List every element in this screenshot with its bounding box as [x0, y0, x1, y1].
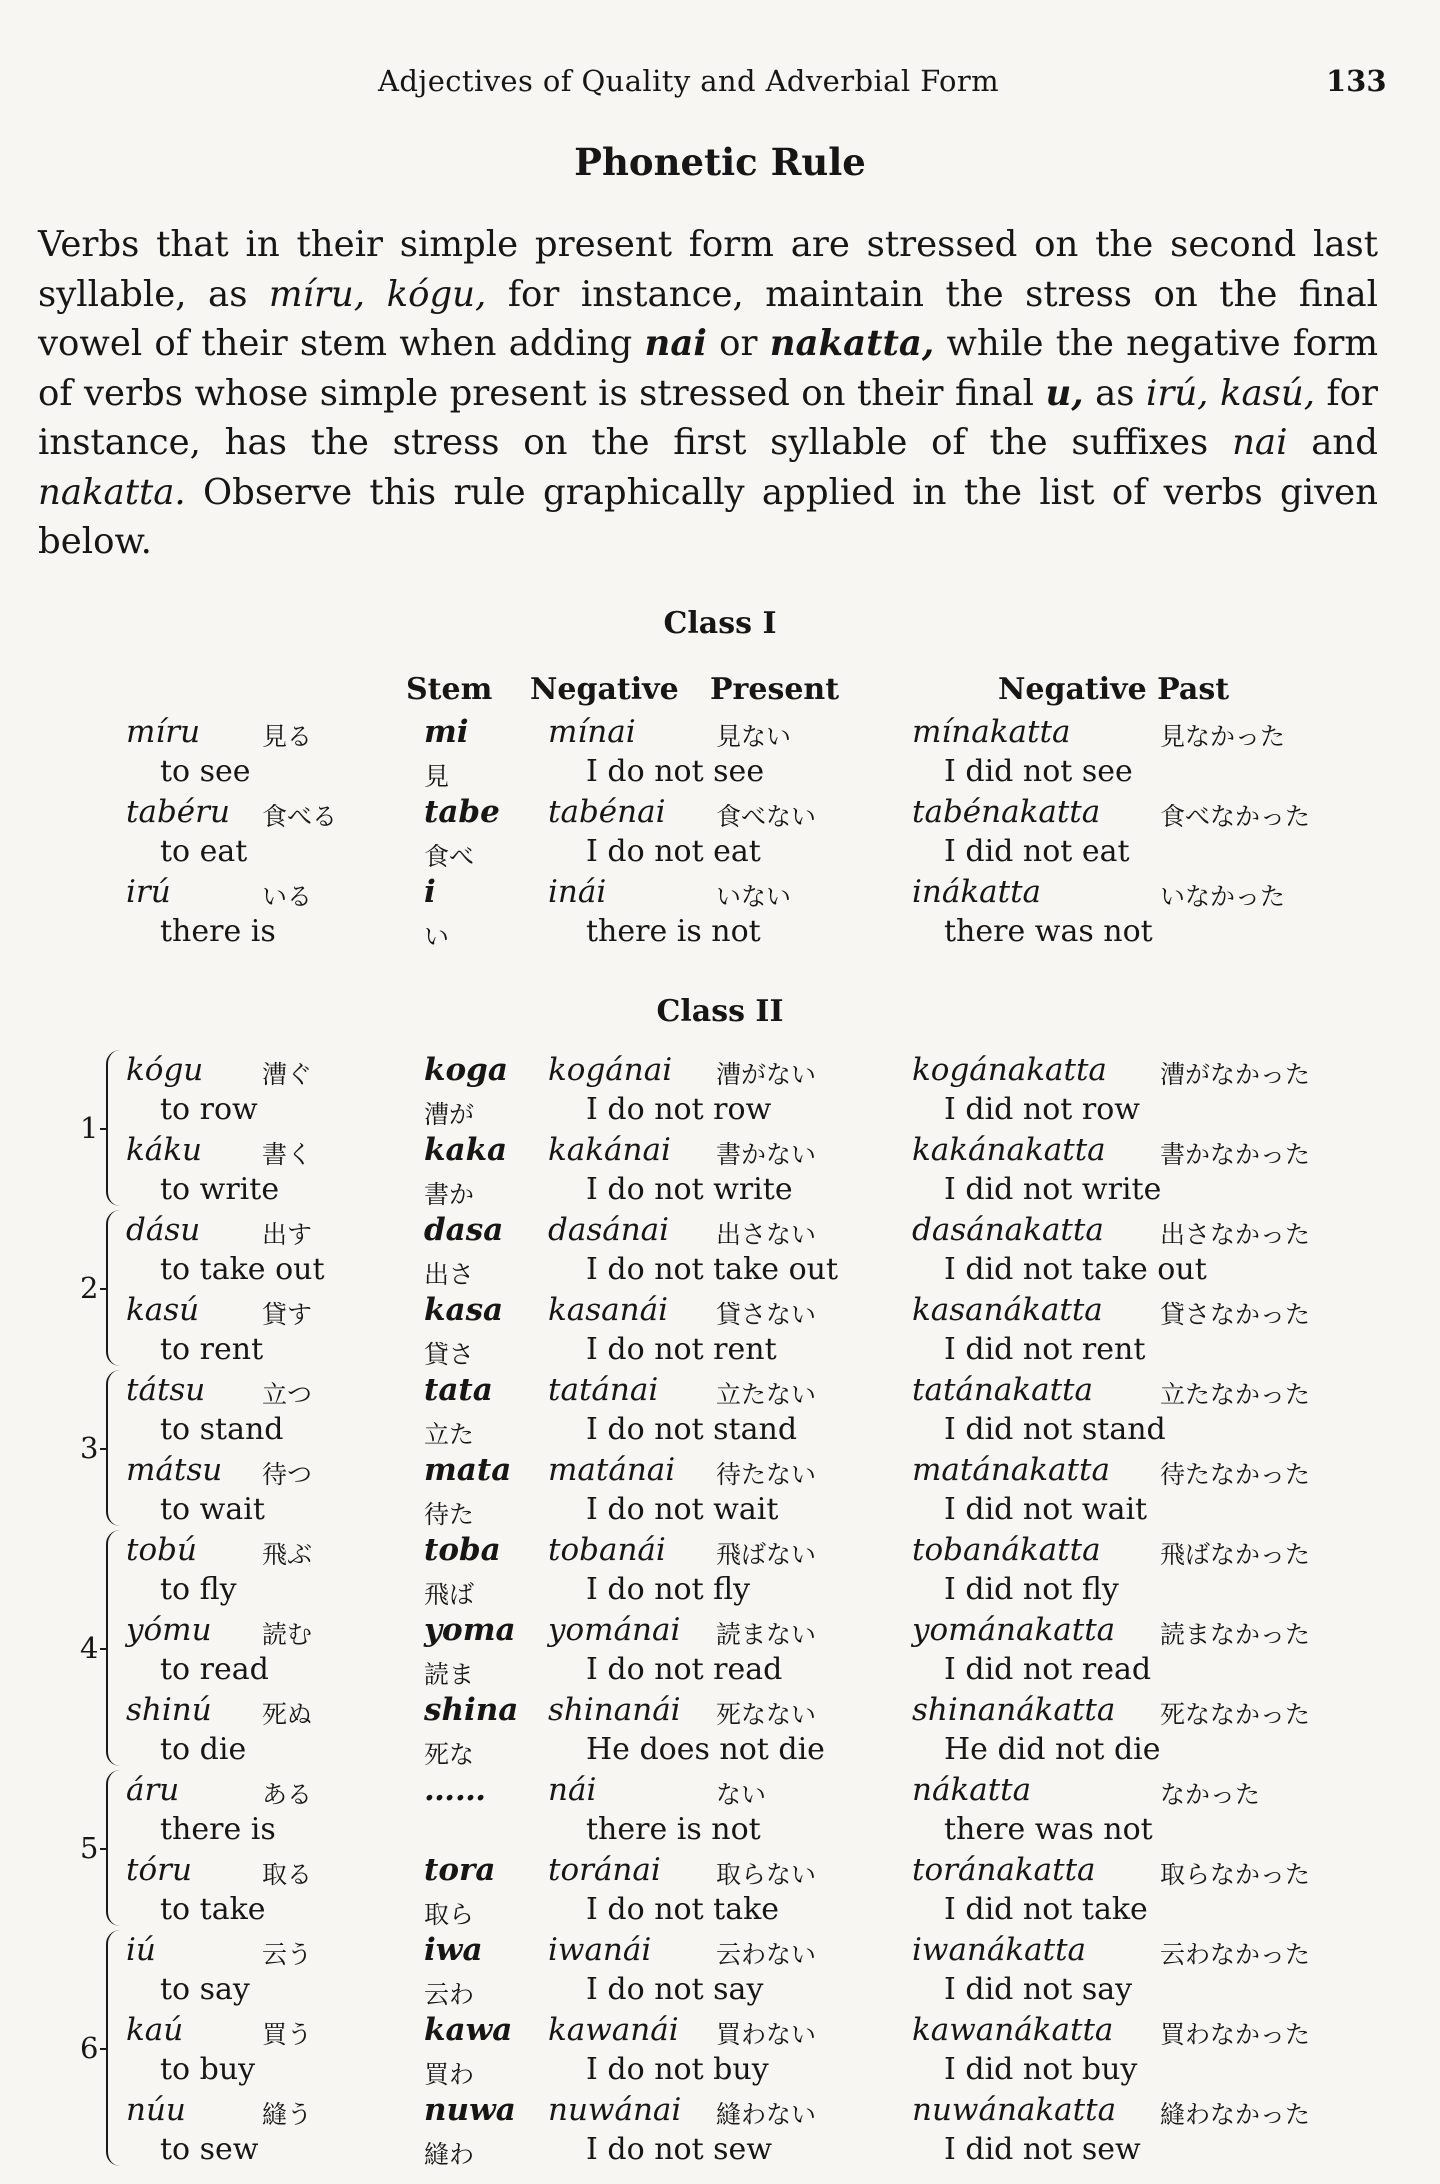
verb: yómu: [126, 1612, 212, 1648]
verb: dásu: [126, 1212, 201, 1248]
verb: kógu: [126, 1052, 204, 1088]
negative-past: yománakatta: [912, 1612, 1116, 1648]
verb: áru: [126, 1772, 180, 1808]
group-number: 1: [80, 1111, 99, 1145]
negative-present-kana: 貸さない: [716, 1300, 817, 1329]
verb: iú: [126, 1932, 156, 1968]
group-number: 5: [80, 1831, 99, 1865]
intro-paragraph: [38, 220, 1378, 567]
negative-past-kana: 死ななかった: [1160, 1700, 1311, 1729]
negative-present-translation: I do not row: [586, 1092, 772, 1127]
verb: núu: [126, 2092, 186, 2128]
negative-present-translation: I do not stand: [586, 1412, 798, 1447]
verb-gloss: to take: [160, 1892, 266, 1927]
stem-kana: い: [424, 922, 450, 951]
stem: iwa: [424, 1932, 483, 1968]
verb: tobú: [126, 1532, 197, 1568]
verb-gloss: to sew: [160, 2132, 259, 2167]
verb-gloss: to fly: [160, 1572, 237, 1607]
negative-past-translation: I did not eat: [944, 834, 1130, 869]
group-brace: [106, 1770, 122, 1926]
intro-suffix: u,: [1045, 372, 1084, 414]
negative-past: iwanákatta: [912, 1932, 1087, 1968]
stem: kawa: [424, 2012, 513, 2048]
running-head: [0, 64, 1440, 104]
stem: shina: [424, 1692, 519, 1728]
stem-kana: 云わ: [424, 1980, 475, 2009]
negative-present-translation: I do not wait: [586, 1492, 779, 1527]
negative-past: kasanákatta: [912, 1292, 1103, 1328]
negative-past-translation: there was not: [944, 914, 1153, 949]
verb-kana: 出す: [262, 1220, 313, 1249]
negative-past-translation: I did not sew: [944, 2132, 1141, 2167]
negative-present-translation: there is not: [586, 914, 761, 949]
verb-kana: 飛ぶ: [262, 1540, 313, 1569]
stem: tata: [424, 1372, 493, 1408]
negative-present: yománai: [548, 1612, 681, 1648]
group-brace-tip: [100, 1288, 107, 1290]
negative-past-kana: いなかった: [1160, 882, 1286, 911]
verb: irú: [126, 874, 171, 910]
group-brace-tip: [100, 1848, 107, 1850]
verb-row: [0, 1772, 1440, 1852]
negative-present: matánai: [548, 1452, 676, 1488]
verb-gloss: to stand: [160, 1412, 284, 1447]
group-brace: [106, 1530, 122, 1766]
intro-example: míru,: [268, 273, 366, 315]
group-brace: [106, 1370, 122, 1526]
negative-present: nuwánai: [548, 2092, 682, 2128]
negative-present-kana: 取らない: [716, 1860, 817, 1889]
stem-kana: 見: [424, 762, 450, 791]
stem-kana: 読ま: [424, 1660, 475, 1689]
negative-present: dasánai: [548, 1212, 670, 1248]
negative-past-translation: I did not wait: [944, 1492, 1148, 1527]
negative-past-kana: 買わなかった: [1160, 2020, 1311, 2049]
negative-past-kana: 待たなかった: [1160, 1460, 1311, 1489]
negative-present: shinanái: [548, 1692, 681, 1728]
verb-gloss: to say: [160, 1972, 250, 2007]
verb-row: [0, 1132, 1440, 1212]
verb-row: [0, 794, 1440, 874]
verb-kana: 待つ: [262, 1460, 313, 1489]
verb-kana: 読む: [262, 1620, 313, 1649]
negative-present-kana: 書かない: [716, 1140, 817, 1169]
intro-text: [1208, 373, 1219, 414]
verb-row: [0, 714, 1440, 794]
stem: mi: [424, 714, 469, 750]
negative-present-translation: I do not take: [586, 1892, 780, 1927]
negative-present: toránai: [548, 1852, 661, 1888]
group-brace-tip: [100, 1448, 107, 1450]
negative-past: matánakatta: [912, 1452, 1110, 1488]
verb-gloss: there is: [160, 1812, 276, 1847]
group-number: 4: [80, 1631, 99, 1665]
section-title: Phonetic Rule: [574, 140, 866, 184]
intro-text: while the negative form of verbs whose simple present is stressed on their final: [38, 323, 1378, 414]
verb-gloss: to write: [160, 1172, 280, 1207]
intro-example: irú,: [1146, 372, 1209, 414]
stem: ……: [424, 1772, 486, 1808]
verb-row: [0, 1932, 1440, 2012]
verb-gloss: to see: [160, 754, 251, 789]
intro-text: Observe this rule graphically applied in the list of verbs given below.: [38, 471, 1378, 562]
running-title: Adjectives of Quality and Adverbial Form: [378, 64, 1000, 98]
negative-past: kakánakatta: [912, 1132, 1106, 1168]
negative-past-kana: 縫わなかった: [1160, 2100, 1311, 2129]
negative-past-kana: 立たなかった: [1160, 1380, 1311, 1409]
verb-row: [0, 1052, 1440, 1132]
verb: kaú: [126, 2012, 184, 2048]
stem-kana: 飛ば: [424, 1580, 475, 1609]
verb-row: [0, 1532, 1440, 1612]
verb-gloss: to eat: [160, 834, 248, 869]
negative-past-translation: I did not say: [944, 1972, 1133, 2007]
column-headings: [0, 672, 1440, 708]
intro-text: as: [1083, 372, 1146, 414]
verb: shinú: [126, 1692, 212, 1728]
negative-present-translation: I do not say: [586, 1972, 764, 2007]
verb-kana: ある: [262, 1780, 313, 1809]
negative-present-translation: I do not see: [586, 754, 765, 789]
negative-present-translation: I do not eat: [586, 834, 761, 869]
negative-past-translation: there was not: [944, 1812, 1153, 1847]
negative-present-kana: 見ない: [716, 722, 792, 751]
verb-gloss: to die: [160, 1732, 247, 1767]
negative-present: tatánai: [548, 1372, 659, 1408]
negative-past: mínakatta: [912, 714, 1071, 750]
stem: yoma: [424, 1612, 516, 1648]
stem: koga: [424, 1052, 508, 1088]
stem: mata: [424, 1452, 512, 1488]
verb-gloss: to read: [160, 1652, 269, 1687]
verb-row: [0, 1452, 1440, 1532]
stem-kana: 出さ: [424, 1260, 475, 1289]
stem: i: [424, 874, 436, 910]
intro-text: and: [1287, 422, 1378, 463]
negative-past-kana: 飛ばなかった: [1160, 1540, 1311, 1569]
negative-present: kasanái: [548, 1292, 669, 1328]
negative-present-translation: I do not read: [586, 1652, 783, 1687]
stem-kana: 食べ: [424, 842, 475, 871]
stem: kaka: [424, 1132, 508, 1168]
stem-kana: 死な: [424, 1740, 475, 1769]
negative-present-kana: 読まない: [716, 1620, 817, 1649]
verb-gloss: there is: [160, 914, 276, 949]
verb-gloss: to row: [160, 1092, 258, 1127]
negative-past: kogánakatta: [912, 1052, 1107, 1088]
negative-present-kana: 買わない: [716, 2020, 817, 2049]
verb-row: [0, 1372, 1440, 1452]
negative-present: iwanái: [548, 1932, 652, 1968]
group-brace: [106, 1930, 122, 2166]
negative-present-translation: I do not write: [586, 1172, 793, 1207]
intro-example: nakatta.: [38, 471, 186, 513]
negative-present-kana: 死なない: [716, 1700, 817, 1729]
negative-present-translation: He does not die: [586, 1732, 825, 1767]
negative-past-translation: I did not take: [944, 1892, 1148, 1927]
negative-past-translation: I did not read: [944, 1652, 1152, 1687]
intro-text: [365, 274, 387, 315]
negative-past-kana: 云わなかった: [1160, 1940, 1311, 1969]
negative-past: toránakatta: [912, 1852, 1096, 1888]
verb-kana: 食べる: [262, 802, 338, 831]
negative-present-translation: I do not fly: [586, 1572, 751, 1607]
verb-kana: 買う: [262, 2020, 313, 2049]
stem-kana: 書か: [424, 1180, 475, 1209]
group-brace-tip: [100, 1128, 107, 1130]
stem-kana: 取ら: [424, 1900, 475, 1929]
negative-past-kana: 貸さなかった: [1160, 1300, 1311, 1329]
intro-example: nai: [1232, 422, 1288, 463]
negative-past-translation: I did not stand: [944, 1412, 1166, 1447]
verb-gloss: to wait: [160, 1492, 265, 1527]
negative-present-kana: ない: [716, 1780, 767, 1809]
verb: tóru: [126, 1852, 192, 1888]
verb-kana: 云う: [262, 1940, 313, 1969]
verb-kana: 漕ぐ: [262, 1060, 313, 1089]
stem-kana: 貸さ: [424, 1340, 475, 1369]
negative-present-kana: 飛ばない: [716, 1540, 817, 1569]
intro-example: kógu,: [386, 273, 487, 315]
negative-present: kogánai: [548, 1052, 673, 1088]
negative-present-translation: I do not sew: [586, 2132, 772, 2167]
negative-past-translation: I did not rent: [944, 1332, 1146, 1367]
negative-present: inái: [548, 874, 607, 910]
negative-past: inákatta: [912, 874, 1042, 910]
negative-present-translation: I do not take out: [586, 1252, 839, 1287]
negative-past-translation: I did not write: [944, 1172, 1162, 1207]
negative-past-translation: I did not see: [944, 754, 1133, 789]
negative-past: tobanákatta: [912, 1532, 1101, 1568]
stem-kana: 立た: [424, 1420, 475, 1449]
verb-row: [0, 1852, 1440, 1932]
stem: toba: [424, 1532, 501, 1568]
negative-present-translation: there is not: [586, 1812, 761, 1847]
negative-present-translation: I do not buy: [586, 2052, 769, 2087]
verb-kana: 見る: [262, 722, 313, 751]
class-1-heading: Class I: [663, 606, 777, 641]
group-brace: [106, 1050, 122, 1206]
negative-present-kana: いない: [716, 882, 792, 911]
intro-text: or: [706, 323, 770, 364]
stem-kana: 買わ: [424, 2060, 475, 2089]
negative-past-kana: 出さなかった: [1160, 1220, 1311, 1249]
negative-past: dasánakatta: [912, 1212, 1104, 1248]
col-heading-negative: Negative: [530, 672, 679, 707]
negative-past-translation: I did not buy: [944, 2052, 1138, 2087]
negative-past-kana: 見なかった: [1160, 722, 1286, 751]
verb-gloss: to take out: [160, 1252, 325, 1287]
negative-present-kana: 立たない: [716, 1380, 817, 1409]
verb-kana: 死ぬ: [262, 1700, 313, 1729]
stem: tabe: [424, 794, 500, 830]
page-number: 133: [1326, 64, 1387, 98]
negative-past: tabénakatta: [912, 794, 1101, 830]
stem-kana: 漕が: [424, 1100, 475, 1129]
negative-present-kana: 云わない: [716, 1940, 817, 1969]
negative-present-translation: I do not rent: [586, 1332, 777, 1367]
verb: tabéru: [126, 794, 230, 830]
intro-suffix: nakatta,: [769, 323, 935, 364]
verb-kana: いる: [262, 882, 313, 911]
verb: kasú: [126, 1292, 200, 1328]
negative-present: nái: [548, 1772, 597, 1808]
group-brace-tip: [100, 2048, 107, 2050]
stem-kana: 縫わ: [424, 2140, 475, 2169]
verb-row: [0, 2092, 1440, 2172]
verb-row: [0, 1612, 1440, 1692]
negative-present: kakánai: [548, 1132, 671, 1168]
negative-past: tatánakatta: [912, 1372, 1093, 1408]
group-number: 6: [80, 2031, 99, 2065]
verb-kana: 取る: [262, 1860, 313, 1889]
intro-text: for instance, maintain the stress on the final vowel of their stem when adding: [38, 273, 1378, 364]
stem: tora: [424, 1852, 496, 1888]
verb-kana: 書く: [262, 1140, 313, 1169]
verb-kana: 貸す: [262, 1300, 313, 1329]
negative-past: nákatta: [912, 1772, 1032, 1808]
negative-past-kana: 漕がなかった: [1160, 1060, 1311, 1089]
negative-present: tobanái: [548, 1532, 666, 1568]
col-heading-negative-past: Negative Past: [998, 672, 1230, 707]
negative-present: tabénai: [548, 794, 666, 830]
negative-past-kana: 食べなかった: [1160, 802, 1311, 831]
verb: káku: [126, 1132, 203, 1168]
negative-past-translation: I did not take out: [944, 1252, 1207, 1287]
negative-present-kana: 縫わない: [716, 2100, 817, 2129]
negative-past-translation: He did not die: [944, 1732, 1161, 1767]
group-brace-tip: [100, 1648, 107, 1650]
negative-present-kana: 食べない: [716, 802, 817, 831]
group-brace: [106, 1210, 122, 1366]
verb-gloss: to rent: [160, 1332, 264, 1367]
negative-past: nuwánakatta: [912, 2092, 1117, 2128]
verb-row: [0, 874, 1440, 954]
stem: nuwa: [424, 2092, 516, 2128]
negative-past: shinanákatta: [912, 1692, 1116, 1728]
verb-row: [0, 1212, 1440, 1292]
negative-present: mínai: [548, 714, 636, 750]
intro-text: Verbs that in their simple present form are stressed on the second last syllable, as: [38, 224, 1378, 315]
verb-row: [0, 1292, 1440, 1372]
negative-past-translation: I did not fly: [944, 1572, 1119, 1607]
verb: mátsu: [126, 1452, 223, 1488]
negative-present-kana: 出さない: [716, 1220, 817, 1249]
negative-past: kawanákatta: [912, 2012, 1114, 2048]
negative-past-kana: 書かなかった: [1160, 1140, 1311, 1169]
negative-past-kana: なかった: [1160, 1780, 1261, 1809]
verb-kana: 縫う: [262, 2100, 313, 2129]
verb-row: [0, 2012, 1440, 2092]
verb: tátsu: [126, 1372, 206, 1408]
negative-past-translation: I did not row: [944, 1092, 1140, 1127]
verb-kana: 立つ: [262, 1380, 313, 1409]
stem: kasa: [424, 1292, 504, 1328]
negative-past-kana: 読まなかった: [1160, 1620, 1311, 1649]
verb-row: [0, 1692, 1440, 1772]
intro-example: kasú,: [1219, 372, 1316, 414]
negative-present-kana: 漕がない: [716, 1060, 817, 1089]
class-2-heading: Class II: [656, 994, 784, 1029]
col-heading-present: Present: [710, 672, 840, 707]
intro-text: for instance, has the stress on the first syllable of the suffixes: [38, 372, 1378, 463]
verb-gloss: to buy: [160, 2052, 256, 2087]
col-heading-stem: Stem: [406, 672, 493, 707]
negative-present: kawanái: [548, 2012, 679, 2048]
stem: dasa: [424, 1212, 504, 1248]
negative-past-kana: 取らなかった: [1160, 1860, 1311, 1889]
stem-kana: 待た: [424, 1500, 475, 1529]
group-number: 2: [80, 1271, 99, 1305]
intro-suffix: nai: [644, 323, 707, 364]
negative-present-kana: 待たない: [716, 1460, 817, 1489]
verb: míru: [126, 714, 201, 750]
group-number: 3: [80, 1431, 99, 1465]
